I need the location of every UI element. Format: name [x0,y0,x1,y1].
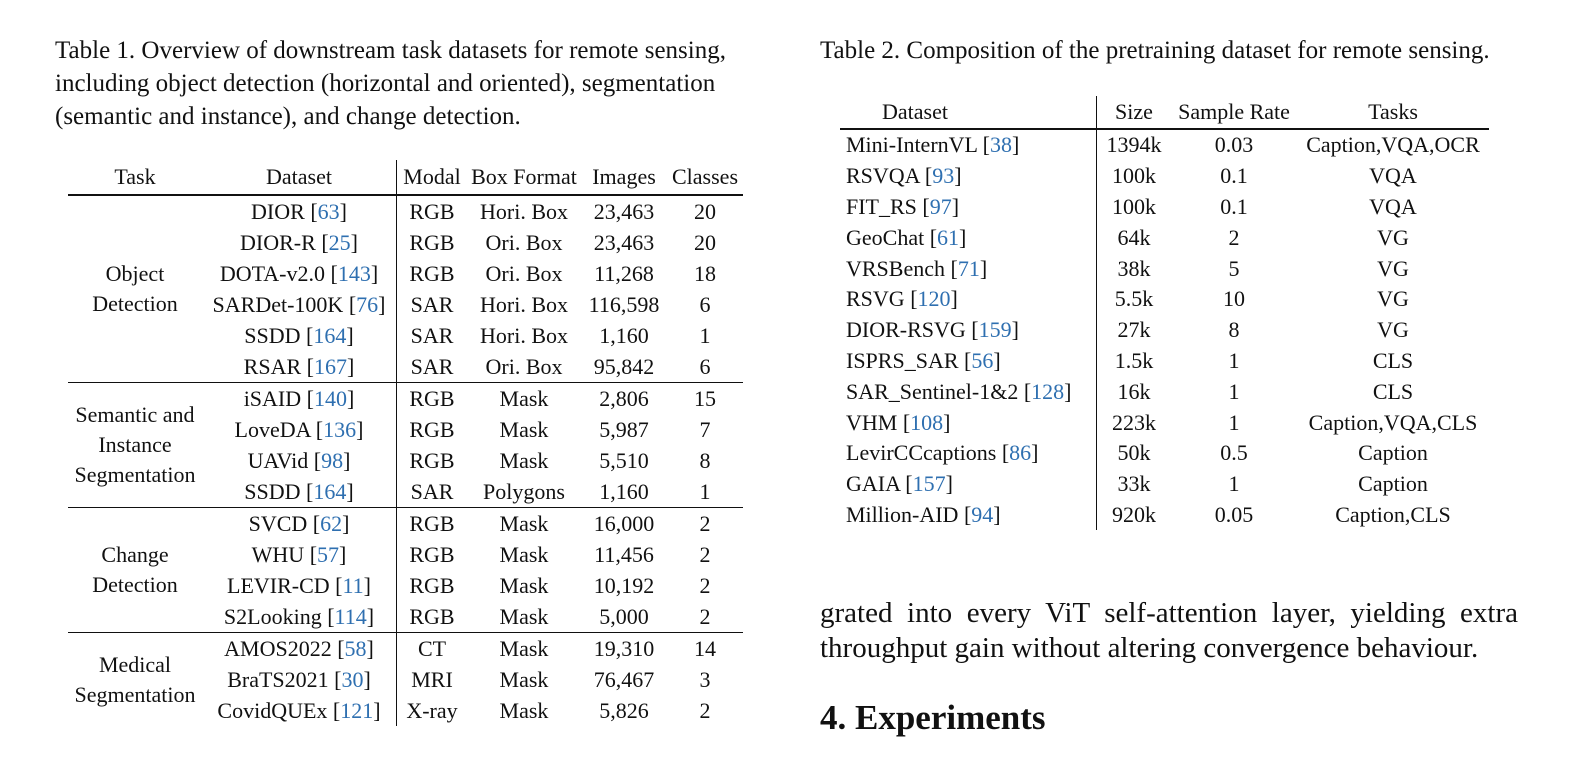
citation-link: 136 [323,416,357,442]
table-row [68,633,743,665]
dataset-name: SSDD [244,322,301,348]
modal-cell: SAR [410,322,454,348]
dataset-cell: VHM [108] [840,407,1097,438]
classes-cell: 2 [699,541,711,567]
classes-cell: 2 [699,697,711,723]
table1-group [68,383,743,508]
size-cell: 16k [1117,378,1151,404]
dataset-cell: DOTA-v2.0 [143] [202,258,397,289]
table1-header-row [68,160,743,195]
images-cell: 76,467 [593,666,655,692]
dataset-name: BraTS2021 [227,666,329,692]
classes-cell: 14 [667,633,743,665]
box-format-cell: Ori. Box [485,353,563,379]
size-cell: 920k [1112,501,1156,527]
dataset-cell: iSAID [140] [202,383,397,415]
task-label-line: Change [101,542,169,567]
citation-link: 62 [320,510,343,536]
modal-cell: CT [397,633,468,665]
dataset-name: DIOR [251,198,305,224]
header-modal: Modal [403,164,461,189]
images-cell: 11,456 [594,541,654,567]
sample-rate-cell: 2 [1228,224,1240,250]
size-cell: 64k [1117,224,1151,250]
sample-rate-cell: 1 [1228,409,1240,435]
dataset-cell: VRSBench [71] [840,253,1097,284]
images-cell: 95,842 [593,353,655,379]
task-cell [68,633,202,727]
tasks-cell: VG [1377,224,1409,250]
header-classes: Classes [672,164,738,189]
dataset-name: SARDet-100K [212,291,344,317]
sample-rate-cell: 1 [1228,378,1240,404]
citation-link: 11 [342,572,364,598]
classes-cell: 20 [694,198,716,224]
dataset-cell: SAR_Sentinel-1&2 [128] [840,376,1097,407]
dataset-name: VHM [846,409,898,435]
dataset-name: RSVQA [846,163,920,189]
size-cell: 5.5k [1114,286,1154,312]
modal-cell: RGB [409,198,455,224]
table-row [840,129,1489,161]
citation-link: 108 [910,409,944,435]
modal-cell: RGB [409,260,455,286]
header-box-format: Box Format [471,164,577,189]
citation-link: 30 [341,666,364,692]
dataset-name: DIOR-R [240,229,316,255]
box-format-cell: Mask [467,383,581,415]
images-cell: 5,000 [599,603,649,629]
box-format-cell: Ori. Box [485,260,563,286]
citation-link: 159 [978,317,1012,343]
task-label-line: Instance [98,432,172,457]
dataset-cell: BraTS2021 [30] [202,664,397,695]
classes-cell: 6 [699,353,711,379]
section-heading: 4. Experiments [820,698,1046,737]
size-cell: 223k [1112,409,1156,435]
citation-link: 157 [912,471,946,497]
classes-cell: 18 [694,260,716,286]
box-format-cell: Hori. Box [480,291,568,317]
modal-cell: SAR [410,353,454,379]
box-format-cell: Mask [499,666,549,692]
dataset-cell: DIOR-R [25] [202,227,397,258]
citation-link: 164 [313,478,347,504]
citation-link: 76 [356,291,379,317]
tasks-cell: Caption,VQA,CLS [1308,409,1478,435]
task-label-line: Object [105,261,165,286]
box-format-cell: Mask [499,572,549,598]
images-cell: 10,192 [593,572,655,598]
dataset-name: LevirCCcaptions [846,440,997,466]
dataset-name: LEVIR-CD [227,572,330,598]
classes-cell: 2 [699,572,711,598]
images-cell: 5,510 [599,447,649,473]
table1-group [68,633,743,727]
dataset-name: RSVG [846,286,905,312]
dataset-cell: LevirCCcaptions [86] [840,438,1097,469]
modal-cell: RGB [409,541,455,567]
table1 [68,160,743,726]
modal-cell: SAR [410,478,454,504]
dataset-name: S2Looking [223,603,322,629]
tasks-cell: VG [1377,286,1409,312]
citation-link: 61 [937,224,960,250]
images-cell: 16,000 [581,508,667,540]
dataset-name: ISPRS_SAR [846,347,959,373]
dataset-name: FIT_RS [846,193,917,219]
sample-rate-cell: 0.1 [1220,193,1248,219]
size-cell: 1.5k [1114,347,1154,373]
header-size: Size [1115,99,1153,124]
box-format-cell: Mask [499,541,549,567]
tasks-cell: VQA [1369,193,1417,219]
tasks-cell: VQA [1369,163,1417,189]
box-format-cell: Hori. Box [480,198,568,224]
dataset-name: VRSBench [846,255,945,281]
dataset-name: WHU [251,541,305,567]
citation-link: 58 [344,635,367,661]
modal-cell: RGB [409,416,455,442]
size-cell: 100k [1112,193,1156,219]
dataset-cell: RSVG [120] [840,284,1097,315]
dataset-name: Mini-InternVL [846,132,978,158]
modal-cell: RGB [409,603,455,629]
dataset-cell: ISPRS_SAR [56] [840,346,1097,377]
classes-cell: 2 [667,508,743,540]
task-label-line: Segmentation [74,681,196,707]
citation-link: 93 [932,163,955,189]
box-format-cell: Polygons [483,478,565,504]
dataset-cell: FIT_RS [97] [840,192,1097,223]
images-cell: 5,826 [599,697,649,723]
citation-link: 38 [989,132,1012,158]
table1-group [68,195,743,383]
citation-link: 63 [317,198,340,224]
dataset-name: RSAR [243,353,302,379]
task-cell [68,383,202,508]
header-dataset: Dataset [202,160,397,195]
tasks-cell: Caption [1358,440,1428,466]
sample-rate-cell: 1 [1228,347,1240,373]
dataset-cell: GeoChat [61] [840,222,1097,253]
sample-rate-cell: 1 [1228,471,1240,497]
table-row [840,438,1489,469]
table2-caption: Table 2. Composition of the pretraining dataset for remote sensing. [820,37,1490,64]
dataset-cell: AMOS2022 [58] [202,633,397,665]
dataset-cell: LoveDA [136] [202,414,397,445]
size-cell: 33k [1117,471,1151,497]
box-format-cell: Mask [499,603,549,629]
table-row [840,469,1489,500]
dataset-name: DIOR-RSVG [846,317,966,343]
box-format-cell: Mask [499,416,549,442]
citation-link: 57 [317,541,340,567]
tasks-cell: Caption,CLS [1335,501,1451,527]
task-label-line: Semantic and [75,402,195,427]
citation-link: 140 [313,385,347,411]
table-row [840,284,1489,315]
table-row [840,222,1489,253]
images-cell: 19,310 [581,633,667,665]
table-row [68,508,743,540]
task-label-line: Detection [92,572,178,597]
citation-link: 120 [917,286,951,312]
images-cell: 5,987 [599,416,649,442]
table2-body [840,129,1489,530]
dataset-name: AMOS2022 [224,635,332,661]
citation-link: 128 [1031,378,1065,404]
citation-link: 94 [971,501,994,527]
table-row [68,383,743,415]
dataset-name: LoveDA [234,416,311,442]
dataset-cell: RSAR [167] [202,351,397,383]
dataset-name: UAVid [247,447,309,473]
modal-cell: SAR [410,291,454,317]
dataset-name: DOTA-v2.0 [219,260,325,286]
tasks-cell: VG [1377,317,1409,343]
dataset-name: SVCD [248,510,308,536]
sample-rate-cell: 0.5 [1220,440,1248,466]
classes-cell: 15 [667,383,743,415]
task-label-line: Medical [98,651,172,677]
tasks-cell: VG [1377,255,1409,281]
header-task: Task [114,164,156,189]
size-cell: 1394k [1106,132,1162,158]
dataset-cell: RSVQA [93] [840,161,1097,192]
dataset-cell: UAVid [98] [202,445,397,476]
citation-link: 121 [340,697,374,723]
dataset-cell: DIOR-RSVG [159] [840,315,1097,346]
table1-caption: Table 1. Overview of downstream task datasets for remote sensing, including object detection (horizontal and oriented), segmentation (semantic and instance), and change detection. [55,37,726,130]
images-cell: 1,160 [599,478,649,504]
task-cell [68,195,202,383]
citation-link: 164 [313,322,347,348]
table-row [840,500,1489,531]
modal-cell: RGB [409,229,455,255]
table-row [840,192,1489,223]
classes-cell: 6 [699,291,711,317]
citation-link: 56 [971,347,994,373]
dataset-name: SSDD [244,478,301,504]
table-row [840,346,1489,377]
dataset-cell: S2Looking [114] [202,601,397,633]
table1-group [68,508,743,633]
citation-link: 71 [957,255,980,281]
box-format-cell: Ori. Box [485,229,563,255]
modal-cell: RGB [409,447,455,473]
box-format-cell: Mask [467,633,581,665]
header-images: Images [592,164,656,189]
classes-cell: 1 [699,478,711,504]
sample-rate-cell: 0.05 [1214,501,1254,527]
header-sample-rate: Sample Rate [1178,99,1290,124]
citation-link: 98 [321,447,344,473]
size-cell: 27k [1117,317,1151,343]
dataset-cell: CovidQUEx [121] [202,695,397,726]
sample-rate-cell: 8 [1228,317,1240,343]
dataset-cell: WHU [57] [202,539,397,570]
images-cell: 1,160 [599,322,649,348]
dataset-cell: DIOR [63] [202,195,397,227]
dataset-cell: GAIA [157] [840,469,1097,500]
images-cell: 2,806 [581,383,667,415]
classes-cell: 2 [699,603,711,629]
modal-cell: RGB [397,383,468,415]
box-format-cell: Mask [499,697,549,723]
table-row [840,315,1489,346]
citation-link: 25 [328,229,351,255]
modal-cell: X-ray [406,697,458,723]
tasks-cell: Caption,VQA,OCR [1306,132,1480,158]
size-cell: 38k [1117,255,1151,281]
table-row [68,195,743,227]
table-row [840,376,1489,407]
dataset-cell: Million-AID [94] [840,500,1097,531]
size-cell: 100k [1112,163,1156,189]
sample-rate-cell: 0.03 [1214,132,1254,158]
classes-cell: 1 [699,322,711,348]
classes-cell: 20 [694,229,716,255]
images-cell: 23,463 [593,229,655,255]
classes-cell: 8 [699,447,711,473]
task-label-line: Segmentation [74,462,196,487]
citation-link: 143 [337,260,371,286]
dataset-name: CovidQUEx [217,697,328,723]
dataset-cell: Mini-InternVL [38] [840,129,1097,161]
table2 [840,96,1489,530]
table-row [840,407,1489,438]
dataset-cell: SARDet-100K [76] [202,289,397,320]
images-cell: 116,598 [588,291,660,317]
citation-link: 114 [334,603,367,629]
citation-link: 86 [1009,440,1032,466]
dataset-cell: SVCD [62] [202,508,397,540]
sample-rate-cell: 5 [1228,255,1240,281]
dataset-name: SAR_Sentinel-1&2 [846,378,1019,404]
tasks-cell: CLS [1372,347,1414,373]
dataset-cell: SSDD [164] [202,320,397,351]
modal-cell: MRI [411,666,453,692]
classes-cell: 3 [699,666,711,692]
dataset-cell: SSDD [164] [202,476,397,508]
header-dataset: Dataset [840,96,1097,129]
table-row [840,253,1489,284]
citation-link: 167 [313,353,347,379]
images-cell: 11,268 [594,260,654,286]
dataset-name: GeoChat [846,224,925,250]
task-label-line: Detection [92,291,178,316]
tasks-cell: CLS [1372,378,1414,404]
modal-cell: RGB [409,572,455,598]
table2-header-row [840,96,1489,129]
sample-rate-cell: 0.1 [1220,163,1248,189]
dataset-name: Million-AID [846,501,959,527]
box-format-cell: Mask [499,447,549,473]
box-format-cell: Hori. Box [480,322,568,348]
dataset-name: GAIA [846,471,900,497]
modal-cell: RGB [397,508,468,540]
body-paragraph: grated into every ViT self-attention layer, yielding extra throughput gain without altering convergence behaviour. [820,597,1518,664]
classes-cell: 7 [699,416,711,442]
dataset-name: iSAID [243,385,302,411]
task-cell [68,508,202,633]
images-cell: 23,463 [593,198,655,224]
header-tasks: Tasks [1368,99,1418,124]
sample-rate-cell: 10 [1223,286,1245,312]
citation-link: 97 [929,193,952,219]
dataset-cell: LEVIR-CD [11] [202,570,397,601]
table-row [840,161,1489,192]
box-format-cell: Mask [467,508,581,540]
size-cell: 50k [1117,440,1151,466]
tasks-cell: Caption [1358,471,1428,497]
